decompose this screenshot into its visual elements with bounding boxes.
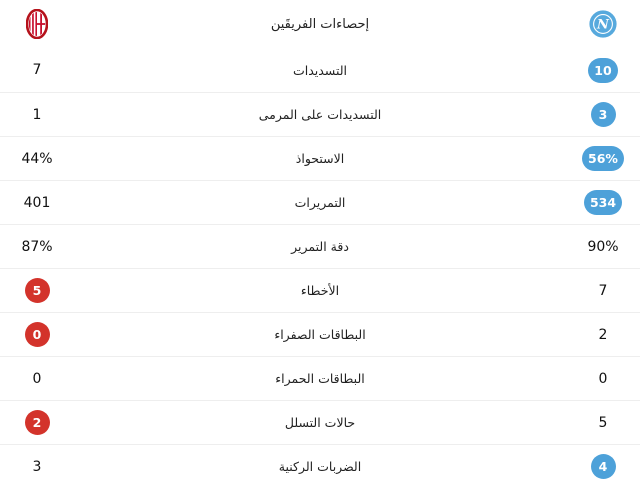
left-team-value: [0, 278, 74, 303]
stat-label: البطاقات الصفراء: [274, 327, 366, 342]
left-value-badge: 0: [25, 322, 50, 347]
right-team-value: [566, 322, 640, 347]
stat-row-shots-on-target: [0, 92, 640, 136]
right-value-badge: 0: [598, 370, 608, 387]
stat-row-passes: [0, 180, 640, 224]
left-value-badge: 2: [25, 410, 50, 435]
left-team-logo-cell[interactable]: [0, 9, 74, 39]
left-team-value: [0, 454, 74, 479]
stat-label: التمريرات: [294, 195, 346, 210]
left-team-value: [0, 410, 74, 435]
right-value-badge: 90%: [587, 238, 619, 255]
right-value-badge: 534: [584, 190, 622, 215]
stat-row-possession: [0, 136, 640, 180]
napoli-logo-icon[interactable]: [589, 10, 617, 38]
left-team-value: [0, 322, 74, 347]
right-team-value: [566, 58, 640, 83]
left-value-badge: 0: [32, 370, 42, 387]
right-team-value: [566, 102, 640, 127]
ac-milan-logo-icon[interactable]: [26, 9, 48, 39]
left-value-badge: 401: [23, 194, 51, 211]
right-team-value: [566, 234, 640, 259]
left-team-value: [0, 234, 74, 259]
left-team-value: [0, 58, 74, 83]
stat-label: البطاقات الحمراء: [275, 371, 365, 386]
right-value-badge: 4: [591, 454, 616, 479]
right-value-badge: 56%: [582, 146, 624, 171]
left-team-value: [0, 146, 74, 171]
stat-row-offsides: [0, 400, 640, 444]
right-team-value: [566, 366, 640, 391]
left-value-badge: 1: [32, 106, 42, 123]
left-value-badge: 3: [32, 458, 42, 475]
left-value-badge: 87%: [21, 238, 53, 255]
stat-label: الاستحواذ: [295, 151, 345, 166]
stat-label: التسديدات على المرمى: [258, 107, 382, 122]
right-team-logo-cell[interactable]: [566, 10, 640, 38]
right-team-value: [566, 410, 640, 435]
stat-label: حالات التسلل: [284, 415, 356, 430]
stats-header: [0, 0, 640, 48]
right-team-value: [566, 146, 640, 171]
svg-text:N: N: [597, 17, 609, 33]
right-value-badge: 2: [598, 326, 608, 343]
stat-row-red-cards: [0, 356, 640, 400]
page-title: إحصاءات الفريقَين: [270, 16, 370, 32]
left-team-value: [0, 102, 74, 127]
stat-label: الضربات الركنية: [278, 459, 362, 474]
right-value-badge: 3: [591, 102, 616, 127]
left-value-badge: 7: [32, 62, 42, 78]
stat-row-yellow-cards: [0, 312, 640, 356]
right-value-badge: 5: [598, 414, 608, 431]
stat-row-pass-accuracy: [0, 224, 640, 268]
right-value-badge: 10: [588, 58, 617, 83]
stat-label: الأخطاء: [300, 283, 340, 298]
right-team-value: [566, 278, 640, 303]
right-team-value: [566, 454, 640, 479]
stat-row-corners: [0, 444, 640, 488]
right-team-value: [566, 190, 640, 215]
right-value-badge: 7: [598, 282, 608, 299]
left-value-badge: 5: [25, 278, 50, 303]
stat-label: دقة التمرير: [291, 239, 349, 254]
stat-label: التسديدات: [292, 62, 348, 78]
left-team-value: [0, 190, 74, 215]
left-value-badge: 44%: [21, 150, 53, 167]
stat-row-shots: [0, 48, 640, 92]
stat-row-fouls: [0, 268, 640, 312]
left-team-value: [0, 366, 74, 391]
